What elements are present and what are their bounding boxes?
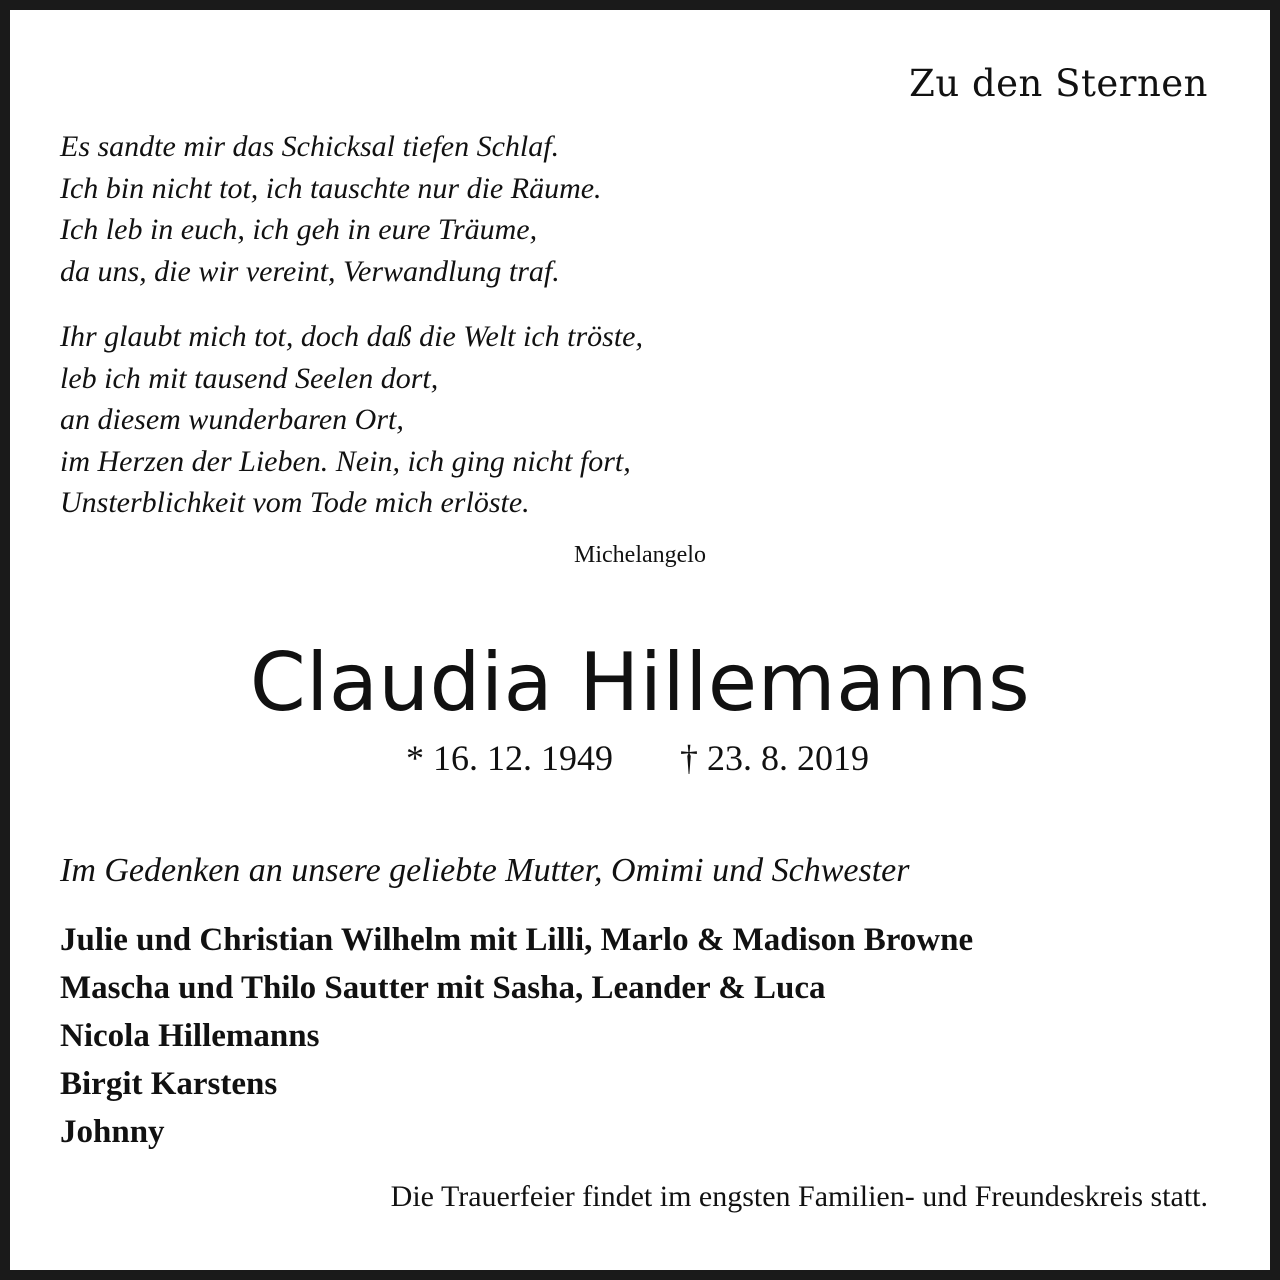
deceased-name: Claudia Hillemanns	[249, 636, 1031, 729]
mourner-entry: Birgit Karstens	[60, 1066, 278, 1102]
birth-date: * 16. 12. 1949	[406, 738, 613, 778]
mourner-entry: Nicola Hillemanns	[60, 1018, 320, 1054]
mourner-entry: Johnny	[60, 1114, 165, 1150]
funeral-notice: Die Trauerfeier findet im engsten Familien- und Freundeskreis statt.	[390, 1180, 1208, 1213]
poem-line: Ihr glaubt mich tot, doch daß die Welt ich tröste,	[60, 320, 643, 353]
poem-stanza-1	[60, 126, 602, 292]
poem-line: leb ich mit tausend Seelen dort,	[60, 361, 439, 395]
poem-line: im Herzen der Lieben. Nein, ich ging nicht fort,	[60, 444, 631, 478]
poem-line: an diesem wunderbaren Ort,	[60, 403, 404, 436]
poem-line: Es sandte mir das Schicksal tiefen Schlaf.	[60, 130, 560, 163]
poem-attribution: Michelangelo	[574, 542, 706, 568]
poem-stanza-2	[60, 316, 643, 524]
memorial-line: Im Gedenken an unsere geliebte Mutter, Omimi und Schwester	[60, 852, 910, 889]
poem-line: da uns, die wir vereint, Verwandlung traf.	[60, 254, 560, 288]
poem-line: Ich leb in euch, ich geh in eure Träume,	[60, 213, 538, 246]
heading: Zu den Sternen	[909, 62, 1208, 105]
mourner-entry: Mascha und Thilo Sautter mit Sasha, Leander & Luca	[60, 970, 826, 1006]
mourner-entry: Julie und Christian Wilhelm mit Lilli, Marlo & Madison Browne	[60, 922, 974, 958]
mourners-list	[60, 916, 973, 1156]
death-date: † 23. 8. 2019	[680, 738, 869, 778]
poem-line: Unsterblichkeit vom Tode mich erlöste.	[60, 486, 530, 519]
poem-line: Ich bin nicht tot, ich tauschte nur die Räume.	[60, 171, 602, 205]
